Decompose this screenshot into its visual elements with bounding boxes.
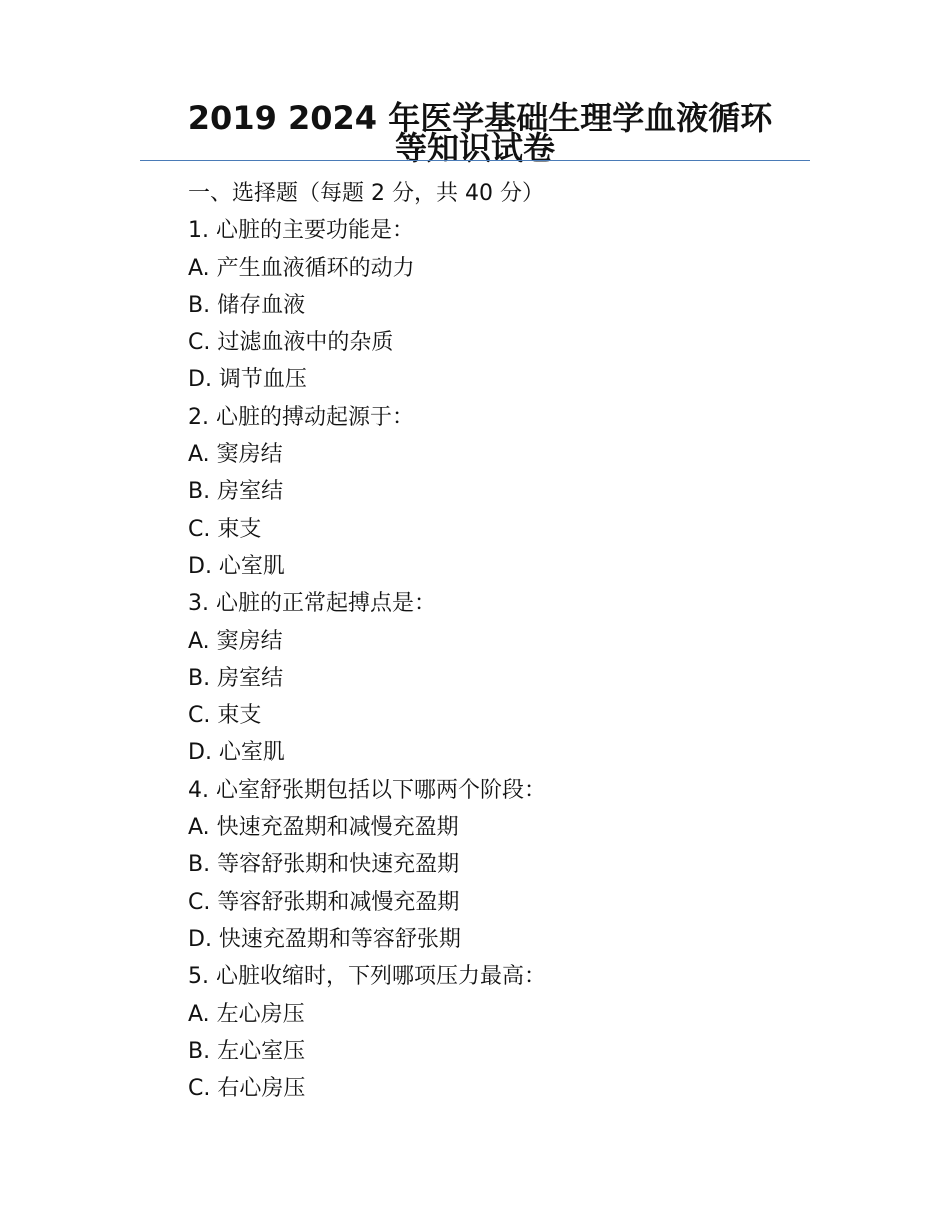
question-stem: 1. 心脏的主要功能是： [188,218,414,244]
question-stem: 3. 心脏的正常起搏点是： [188,591,436,617]
question-option: C. 束支 [188,703,262,729]
question-stem: 5. 心脏收缩时，下列哪项压力最高： [188,964,546,990]
question-option: C. 束支 [188,516,262,542]
question-option: D. 快速充盈期和等容舒张期 [188,926,461,952]
title-line-2: 等知识试卷 [394,129,555,167]
question-option: B. 左心室压 [188,1038,306,1064]
question-option: D. 心室肌 [188,553,285,579]
question-option: D. 心室肌 [188,740,285,766]
question-option: B. 房室结 [188,665,284,691]
question-option: B. 储存血液 [188,292,306,318]
question-stem: 2. 心脏的搏动起源于： [188,404,414,430]
question-option: A. 快速充盈期和减慢充盈期 [188,815,459,841]
title-divider [140,160,810,161]
question-option: A. 左心房压 [188,1001,305,1027]
document-body [188,175,808,1107]
document-title [140,99,810,167]
question-option: C. 过滤血液中的杂质 [188,330,394,356]
question-option: B. 等容舒张期和快速充盈期 [188,852,460,878]
title-line-1: 2019 2024 年医学基础生理学血液循环 [187,99,773,137]
question-option: A. 产生血液循环的动力 [188,255,415,281]
question-stem: 4. 心室舒张期包括以下哪两个阶段： [188,777,546,803]
question-option: D. 调节血压 [188,367,307,393]
question-option: A. 窦房结 [188,442,283,468]
question-option: B. 房室结 [188,479,284,505]
question-option: C. 右心房压 [188,1076,306,1102]
section-heading: 一、选择题（每题 2 分，共 40 分） [188,181,544,206]
question-option: C. 等容舒张期和减慢充盈期 [188,889,460,915]
question-option: A. 窦房结 [188,628,283,654]
